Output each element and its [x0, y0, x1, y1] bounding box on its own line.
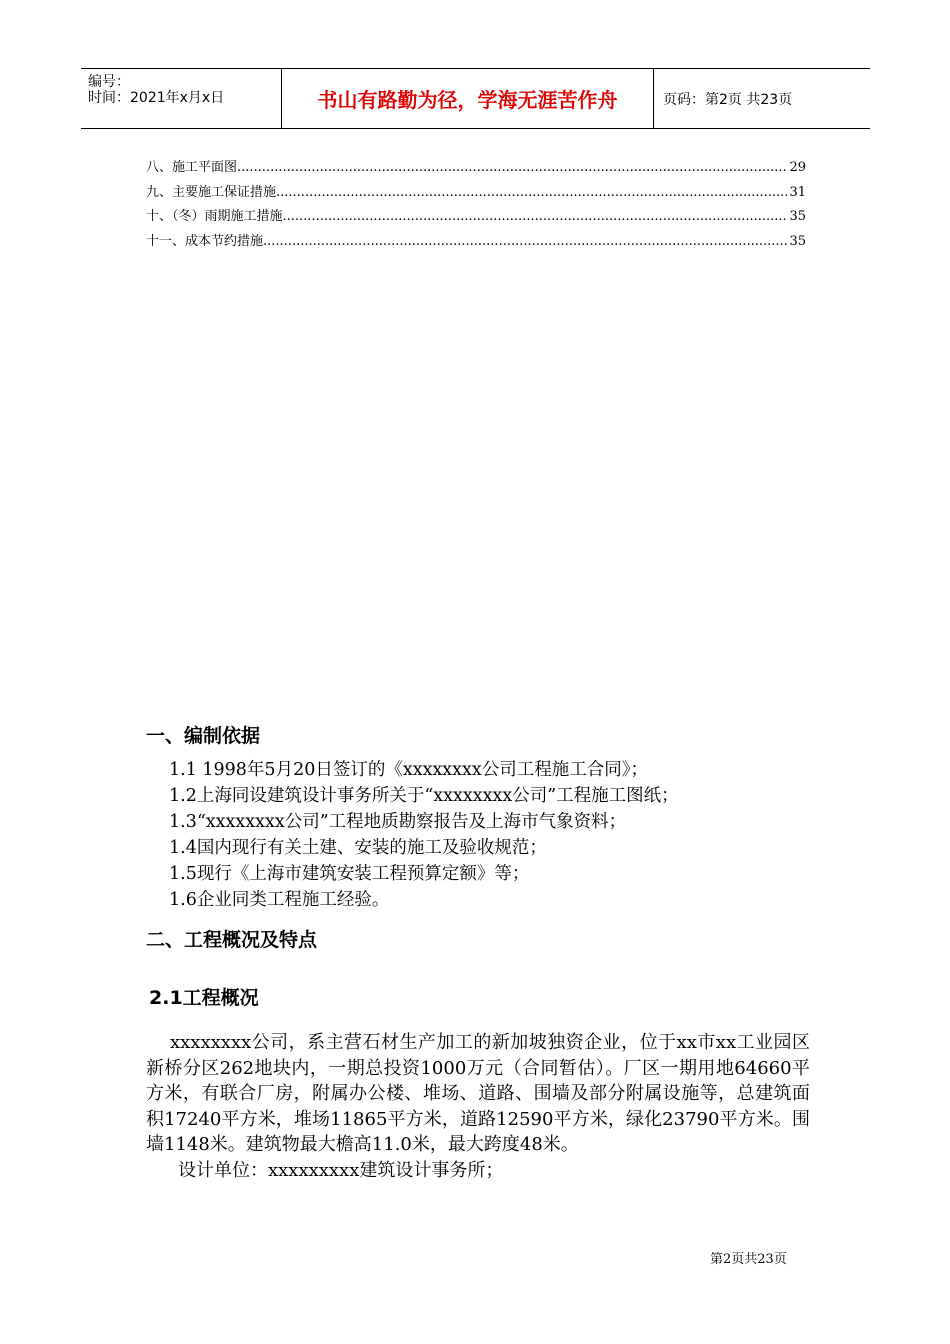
subsection-heading-overview: 2.1工程概况 [149, 987, 259, 1009]
basis-item: 1.6企业同类工程施工经验。 [169, 890, 390, 910]
toc-entry-page: 35 [789, 233, 806, 249]
toc-leader-dots [237, 156, 787, 181]
basis-item: 1.2上海同设建筑设计事务所关于“xxxxxxxx公司”工程施工图纸； [169, 786, 679, 806]
basis-item: 1.5现行《上海市建筑安装工程预算定额》等； [169, 864, 530, 884]
design-unit-line: 设计单位：xxxxxxxxx建筑设计事务所； [178, 1159, 504, 1181]
overview-paragraph: xxxxxxxx公司，系主营石材生产加工的新加坡独资企业，位于xx市xx工业园区新桥分区262地块内，一期总投资1000万元（合同暂估）。厂区一期用地64660平方米，有联合厂房，附属办公楼、堆场、道路、围墙及部分附属设施等，总建筑面积17240平方米，堆场11865平方米，道路12590平方米，绿化23790平方米。围墙1148米。建筑物最大檐高11.0米，最大跨度48米。 [146, 1032, 810, 1155]
table-of-contents [146, 156, 806, 254]
toc-entry-title: 十一、成本节约措施 [146, 233, 264, 249]
page-header [81, 68, 870, 129]
document-time-label: 时间：2021年x月x日 [88, 90, 225, 106]
toc-entry[interactable] [146, 156, 806, 181]
section-heading-overview: 二、工程概况及特点 [146, 929, 318, 951]
basis-item: 1.3“xxxxxxxx公司”工程地质勘察报告及上海市气象资料； [169, 812, 627, 832]
header-page-number: 页码：第2页 共23页 [663, 91, 793, 108]
section-heading-basis: 一、编制依据 [146, 725, 261, 747]
toc-entry-page: 31 [789, 184, 806, 200]
toc-entry-page: 35 [789, 209, 806, 224]
basis-item: 1.1 1998年5月20日签订的《xxxxxxxx公司工程施工合同》； [169, 760, 649, 780]
page-footer-number: 第2页共23页 [710, 1252, 787, 1267]
toc-entry[interactable] [146, 181, 806, 206]
toc-entry[interactable] [146, 230, 806, 255]
toc-entry-page: 29 [789, 160, 806, 175]
toc-entry[interactable] [146, 205, 806, 230]
overview-body [146, 1030, 810, 1183]
toc-leader-dots [263, 230, 787, 255]
toc-entry-title: 十、（冬）雨期施工措施 [146, 209, 283, 224]
basis-list [169, 757, 679, 913]
header-motto-cell [282, 69, 654, 128]
header-motto: 书山有路勤为径，学海无涯苦作舟 [317, 88, 618, 112]
header-meta [81, 69, 282, 128]
toc-entry-title: 九、主要施工保证措施 [146, 184, 277, 200]
toc-entry-title: 八、施工平面图 [146, 160, 238, 175]
document-number-label: 编号： [88, 74, 130, 90]
basis-item: 1.4国内现行有关土建、安装的施工及验收规范； [169, 838, 547, 858]
toc-leader-dots [283, 205, 788, 230]
toc-leader-dots [276, 181, 787, 206]
